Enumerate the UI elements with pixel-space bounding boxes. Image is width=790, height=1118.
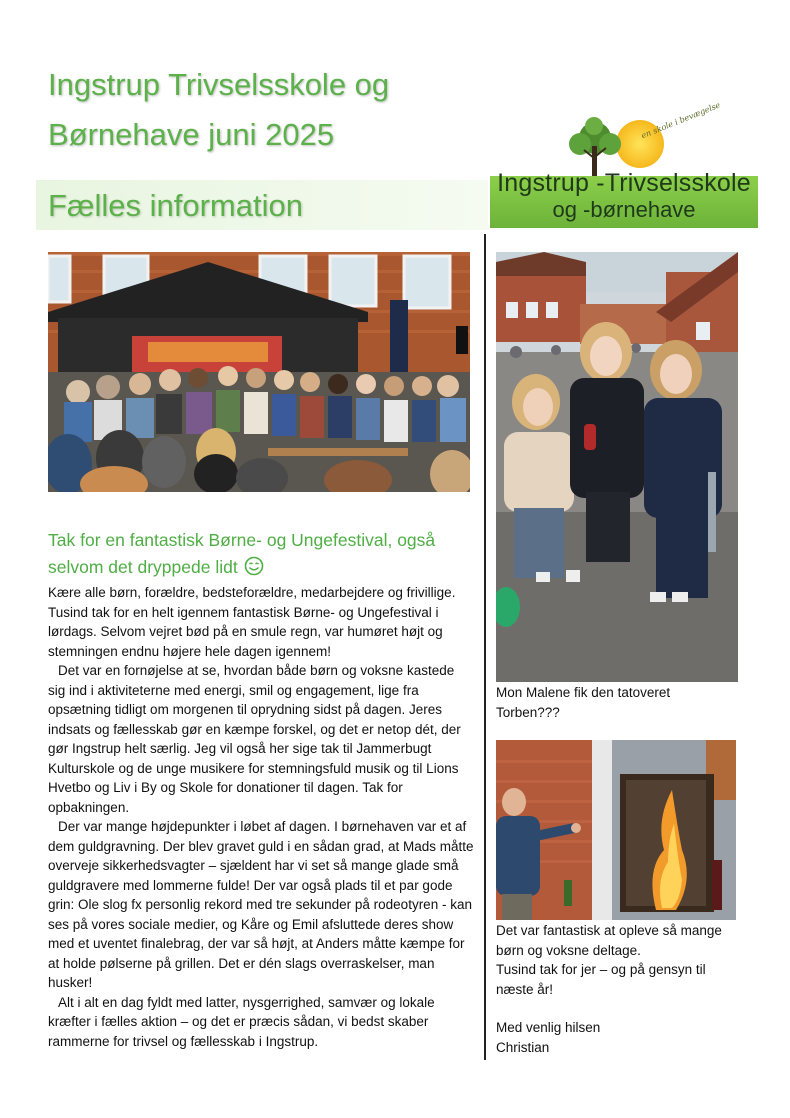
logo-line-2: og -børnehave <box>552 197 696 222</box>
article-paragraph-4: Alt i alt en dag fyldt med latter, nysgerrighed, samvær og lokale kræfter i fælles aktion – og det er præcis sådan, vi bedst skaber rammerne for trivsel og fællesskab i Ingstrup. <box>48 994 435 1049</box>
sign-off-name: Christian <box>496 1039 550 1055</box>
title-line-1: Ingstrup Trivselsskole og <box>48 67 390 102</box>
article-body <box>48 583 474 1051</box>
school-logo <box>490 100 758 228</box>
caption-2-line-1: Det var fantastisk at opleve så mange <box>496 923 722 938</box>
title-line-2: Børnehave juni 2025 <box>48 117 335 152</box>
column-divider <box>484 234 486 1060</box>
girls-photo <box>496 252 738 682</box>
caption-2-line-2: børn og voksne deltage. <box>496 942 641 958</box>
section-title: Fælles information <box>48 188 303 223</box>
logo-line-1: Ingstrup -Trivselsskole <box>497 169 751 197</box>
caption-2-line-3: Tusind tak for jer – og på gensyn til <box>496 962 706 978</box>
fire-show-photo <box>496 740 736 920</box>
headline-text: Tak for en fantastisk Børne- og Ungefestival, også selvom det dryppede lidt <box>48 530 436 577</box>
photo-caption-1 <box>496 683 756 722</box>
smiley-icon <box>244 556 264 576</box>
photo-caption-2 <box>496 921 776 999</box>
caption-1-line-2: Torben??? <box>496 704 560 720</box>
sign-off <box>496 1018 756 1057</box>
article-paragraph-1: Kære alle børn, forældre, bedsteforældre, medarbejdere og frivillige. Tusind tak for en helt igennem fantastisk Børne- og Ungefestival i lørdags. Selvom vejret bød på en smule regn, var humøret højt og stemningen endnu højere hele dagen igennem! <box>48 585 456 659</box>
logo-tagline: en skole i bevægelse <box>640 100 722 141</box>
article-paragraph-2: Det var en fornøjelse at se, hvordan både børn og voksne kastede sig ind i aktiviteterne med energi, smil og engagement, lige fra opsætning tidligt om morgenen til oprydning sidst på dagen. Jeres indsats og fællesskab gør en kæmpe forskel, og det er netop dét, der gør Ingstrup helt særlig. Jeg vil også her sige tak til Jammerbugt Kulturskole og de unge musikere for stemningsfuld musik og til Lions Hvetbo og Liv i By og Skole for donationer til dagen. Tak for opbakningen. <box>48 663 461 815</box>
festival-stage-photo <box>48 252 470 492</box>
sign-off-greeting: Med venlig hilsen <box>496 1020 601 1035</box>
caption-2-line-4: næste år! <box>496 981 554 997</box>
caption-1-line-1: Mon Malene fik den tatoveret <box>496 685 671 700</box>
page-title <box>48 60 468 160</box>
article-headline <box>48 527 478 581</box>
article-paragraph-3: Der var mange højdepunkter i løbet af dagen. I børnehaven var et af dem guldgravning. Der blev gravet guld i en sådan grad, at Mads måtte overveje sikkerhedsvagter – sjældent har vi set så mange glade små guldgravere med lommerne fulde! Der var også plads til et par gode grin: Ole slog fx personlig rekord med tre sekunder på rodeotyren - kan ses på vores sociale medier, og Kåre og Emil afsluttede deres show med et uventet finalebrag, der var så højt, at Anders måtte kæmpe for at holde pølserne på grillen. Det er dén slags overraskelser, man husker! <box>48 819 474 990</box>
